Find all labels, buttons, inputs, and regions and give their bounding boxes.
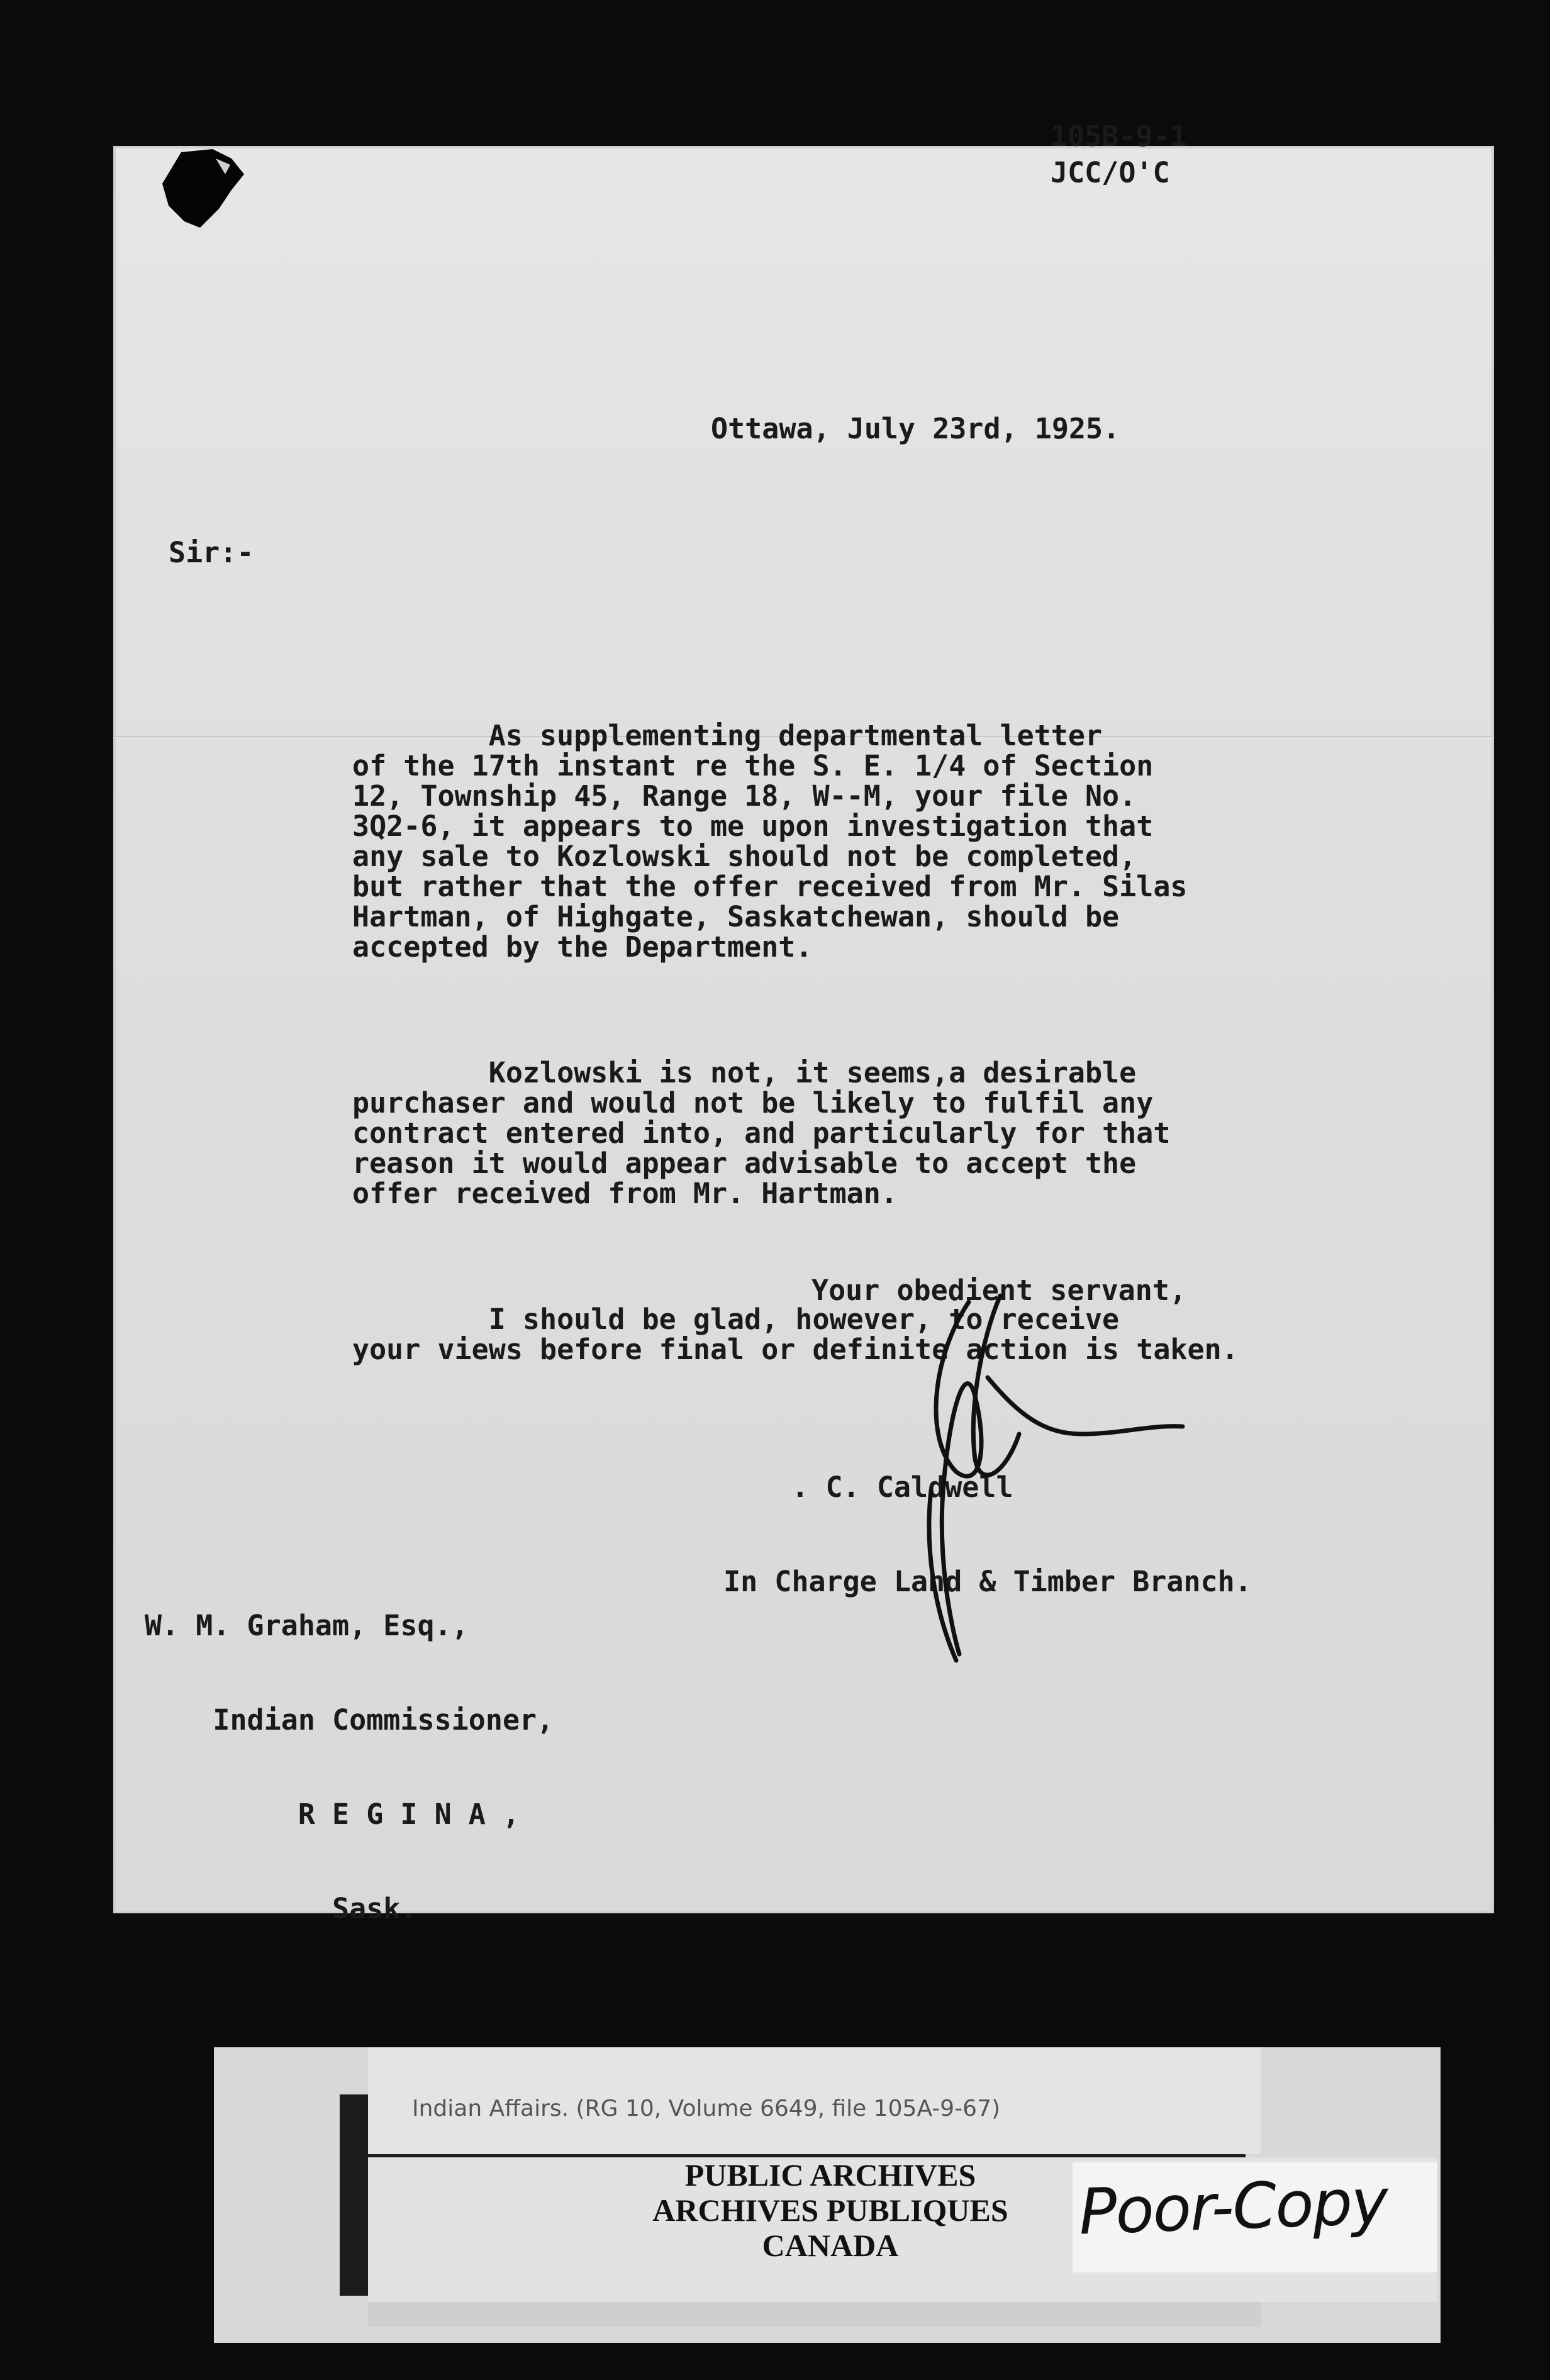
paragraph-1: As supplementing departmental letter of the 17th instant re the S. E. 1/4 of Section 12, Township 45, Range 18, W--M, your file No. 3Q2-6, it appears to me upon investigation that any sale to Kozlowski should not be completed, but rather that the offer received from Mr. Silas Hartman, of Highgate, Saskatchewan, should be accepted by the Department. xyxy=(352,719,1188,964)
archive-reference: Indian Affairs. (RG 10, Volume 6649, file 105A-9-67) xyxy=(412,2096,1001,2121)
recipient-address xyxy=(145,1547,554,1956)
address-line: Indian Commissioner, xyxy=(145,1703,554,1737)
typist-initials: JCC/O'C xyxy=(1051,156,1170,189)
letter-date: Ottawa, July 23rd, 1925. xyxy=(711,412,1120,445)
address-line: Sask. xyxy=(145,1892,418,1925)
stamp-line: ARCHIVES PUBLIQUES xyxy=(652,2193,1008,2228)
public-archives-stamp xyxy=(588,2157,1073,2263)
stamp-line: PUBLIC ARCHIVES xyxy=(684,2157,976,2193)
handwritten-signature xyxy=(856,1283,1208,1673)
signatory-title: In Charge Land & Timber Branch. xyxy=(723,1565,1252,1598)
paragraph-3: I should be glad, however, to receive your views before final or definite action is taken. xyxy=(352,1303,1239,1366)
poor-copy-note: Poor-Copy xyxy=(1078,2164,1388,2249)
signatory-name: . C. Caldwell xyxy=(723,1471,1013,1504)
stamp-line: CANADA xyxy=(762,2228,899,2263)
file-number: 105B-9-1 xyxy=(1051,120,1187,153)
address-line: R E G I N A , xyxy=(145,1798,520,1831)
address-line: W. M. Graham, Esq., xyxy=(145,1609,469,1642)
bottom-strip xyxy=(368,2302,1261,2327)
salutation: Sir:- xyxy=(169,536,254,569)
closing: Your obedient servant, xyxy=(811,1274,1187,1307)
ink-blot-icon xyxy=(156,146,247,234)
file-reference xyxy=(1051,118,1187,191)
paragraph-2: Kozlowski is not, it seems,a desirable purchaser and would not be likely to fulfil any contract entered into, and particularly for that reason it would appear advisable to accept the offer received from Mr. Hartman. xyxy=(352,1056,1171,1210)
